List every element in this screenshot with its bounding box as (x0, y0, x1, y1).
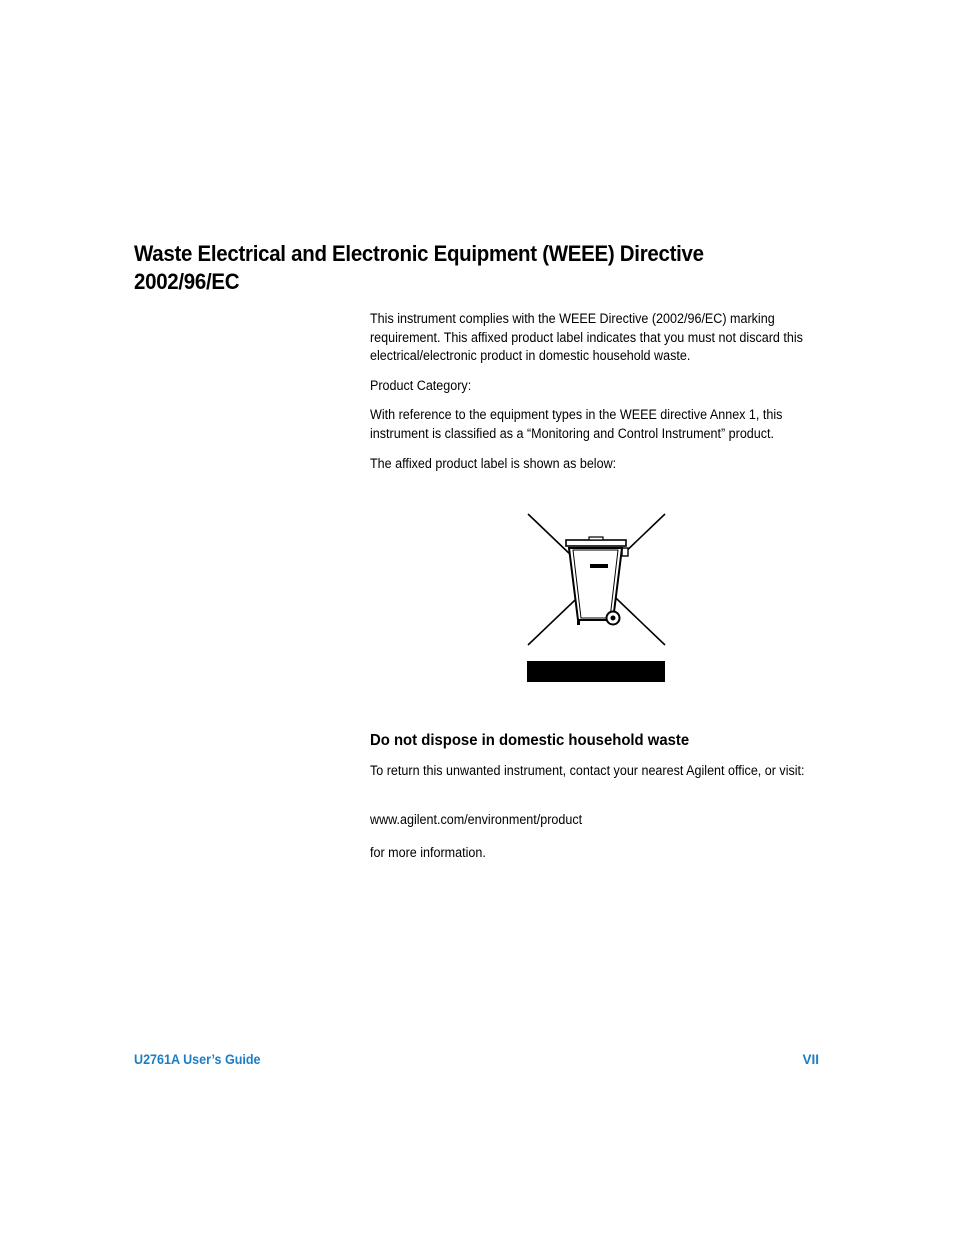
intro-text: This instrument complies with the WEEE Directive (2002/96/EC) marking requirement. This affixed product label indicates that you must not discard this electrical/electronic product in domestic household waste. (370, 311, 803, 363)
return-paragraph (370, 762, 825, 781)
label-intro-paragraph (370, 455, 825, 474)
environment-url: www.agilent.com/environment/product (370, 812, 583, 827)
product-category-label (370, 377, 825, 396)
footer-page-number: VII (802, 1052, 819, 1067)
page-title (134, 240, 785, 296)
footer-guide-title: U2761A User’s Guide (134, 1052, 261, 1067)
return-text: To return this unwanted instrument, contact your nearest Agilent office, or visit: (370, 763, 805, 778)
category-text: With reference to the equipment types in the WEEE directive Annex 1, this instrument is classified as a “Monitoring and Control Instrument” product. (370, 407, 783, 441)
more-info-paragraph (370, 844, 825, 863)
category-paragraph (370, 406, 825, 443)
page-title-line-1: Waste Electrical and Electronic Equipment (WEEE) Directive (134, 241, 704, 266)
more-info-text: for more information. (370, 845, 486, 860)
product-category-text: Product Category: (370, 378, 472, 393)
intro-paragraph (370, 310, 825, 366)
page-title-line-2: 2002/96/EC (134, 269, 240, 294)
crossed-out-wheelie-bin-icon (526, 512, 666, 684)
label-intro-text: The affixed product label is shown as below: (370, 456, 617, 471)
url-paragraph (370, 811, 825, 830)
section-subheading: Do not dispose in domestic household waste (370, 732, 690, 749)
